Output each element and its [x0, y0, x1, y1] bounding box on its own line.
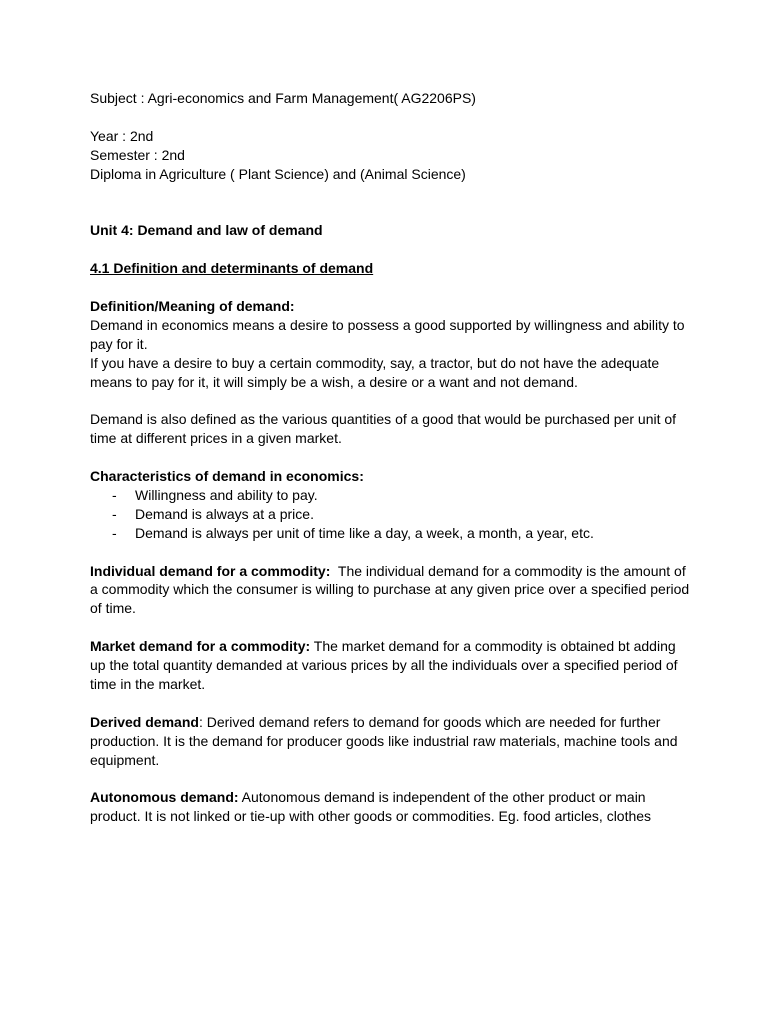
- definition-paragraph-3: Demand is also defined as the various quantities of a good that would be purchased per unit of time at different prices in a given market.: [90, 411, 677, 447]
- definition-paragraph-2: If you have a desire to buy a certain commodity, say, a tractor, but do not have the adequate means to pay for it, it will simply be a wish, a desire or a want and not demand.: [90, 354, 660, 390]
- definition-paragraph-1: Demand in economics means a desire to possess a good supported by willingness and ability to pay for it.: [90, 316, 685, 352]
- individual-demand-term: Individual demand for a commodity:: [90, 562, 331, 579]
- spacer: [90, 278, 690, 297]
- market-demand-term: Market demand for a commodity:: [90, 638, 311, 655]
- spacer: [90, 543, 690, 562]
- spacer: [90, 391, 690, 410]
- definition-heading: Definition/Meaning of demand:: [90, 297, 295, 314]
- list-item: [90, 486, 690, 505]
- spacer: [90, 618, 690, 637]
- individual-demand-text: The individual demand for a commodity is the amount of a commodity which the consumer is willing to purchase at any given price over a specified period of time.: [90, 562, 694, 617]
- spacer: [90, 769, 690, 788]
- dash-bullet: -: [112, 486, 117, 503]
- autonomous-demand-text: Autonomous demand is independent of the other product or main product. It is not linked or tie-up with other goods or commodities. Eg. food articles, clothes: [90, 789, 652, 825]
- derived-demand-text: : Derived demand refers to demand for goods which are needed for further production. It is the demand for producer goods like industrial raw materials, machine tools and equipment.: [90, 713, 678, 768]
- year-line: Year : 2nd: [90, 127, 154, 144]
- list-item-text: Demand is always at a price.: [135, 505, 314, 522]
- document-page: [90, 89, 694, 826]
- subject-line: Subject : Agri-economics and Farm Management( AG2206PS): [90, 90, 476, 106]
- autonomous-demand-term: Autonomous demand:: [90, 789, 239, 806]
- individual-demand-paragraph: [90, 562, 694, 619]
- spacer: [90, 694, 690, 713]
- list-item: [90, 505, 690, 524]
- characteristics-heading: Characteristics of demand in economics:: [90, 468, 364, 485]
- diploma-line: Diploma in Agriculture ( Plant Science) and (Animal Science): [90, 165, 466, 182]
- autonomous-demand-paragraph: [90, 788, 690, 826]
- characteristics-list: [90, 486, 690, 543]
- market-demand-text: The market demand for a commodity is obtained bt adding up the total quantity demanded at various prices by all the individuals over a specified period of time in the market.: [90, 638, 678, 692]
- section-title: 4.1 Definition and determinants of demand: [90, 260, 374, 277]
- market-demand-paragraph: [90, 637, 690, 694]
- list-item-text: Willingness and ability to pay.: [135, 486, 318, 503]
- semester-line: Semester : 2nd: [90, 146, 185, 163]
- derived-demand-paragraph: [90, 713, 690, 770]
- spacer: [90, 108, 690, 127]
- unit-title: Unit 4: Demand and law of demand: [90, 222, 323, 239]
- list-item-text: Demand is always per unit of time like a day, a week, a month, a year, etc.: [135, 524, 594, 541]
- spacer: [90, 184, 690, 222]
- spacer: [90, 448, 690, 467]
- dash-bullet: -: [112, 524, 117, 541]
- derived-demand-term: Derived demand: [90, 713, 199, 730]
- spacer: [90, 240, 690, 259]
- dash-bullet: -: [112, 505, 117, 522]
- list-item: [90, 524, 690, 543]
